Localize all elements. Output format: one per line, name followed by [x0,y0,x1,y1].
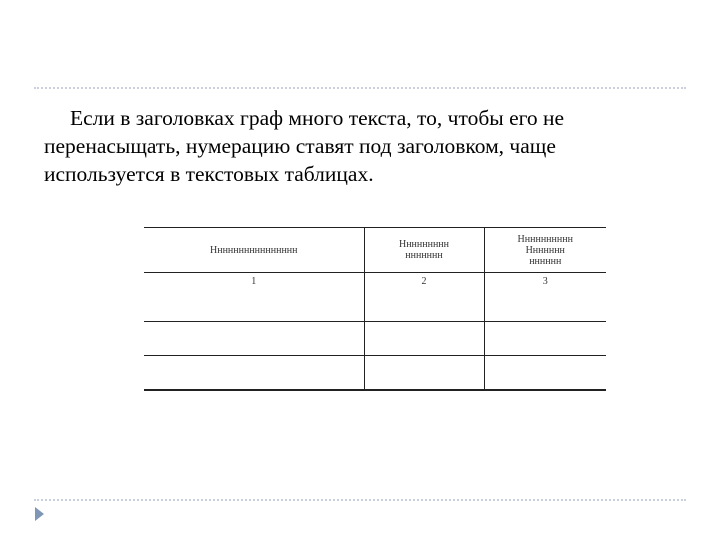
example-table-grid [144,227,606,391]
column-number-2: 2 [364,273,484,322]
column-number-1: 1 [144,273,364,322]
table-cell [484,322,606,356]
table-cell [144,322,364,356]
header-cell-2 [364,228,484,273]
header-cell-3-line-1: Нннннннннн [517,233,573,245]
header-cell-2-line-1: Ннннннннн [398,239,450,250]
header-cell-3 [484,228,606,273]
table-row [144,273,606,322]
header-cell-3-line-3: нннннн [529,255,562,267]
header-cell-1 [144,228,364,273]
top-dotted-divider [34,87,686,89]
table-cell [484,356,606,391]
example-table [144,227,606,389]
bottom-dotted-divider [34,499,686,501]
header-cell-3-line-2: Ннннннн [525,244,565,256]
slide-paragraph: Если в заголовках граф много текста, то, чтобы его не перенасыщать, нумерацию ставят под заголовком, чаще используется в текстовых таблицах. [44,106,565,186]
table-row [144,322,606,356]
table-cell [364,322,484,356]
table-header-row [144,228,606,273]
table-row [144,356,606,391]
header-cell-1-text: Нннннннннннннннн [210,244,298,256]
table-cell [144,356,364,391]
column-number-3: 3 [484,273,606,322]
triangle-bullet-icon [35,507,44,521]
header-cell-2-line-2: ннннннн [405,250,443,261]
table-cell [364,356,484,391]
